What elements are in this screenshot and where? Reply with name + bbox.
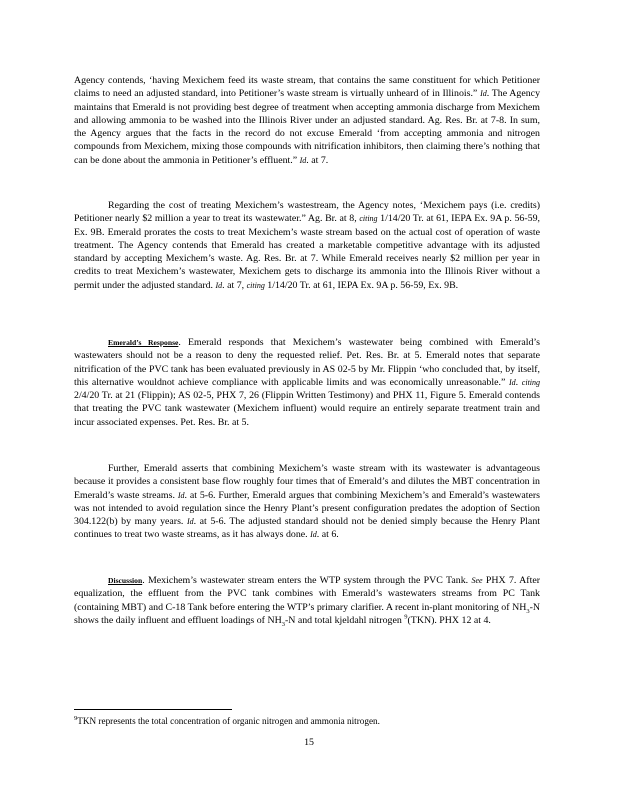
citation-id: Id [310,530,317,540]
citation-citing: citing [359,214,378,224]
footnote-reference: 9 [404,613,408,621]
text-run: . at 5-6. The adjusted standard should not be denied simply because the Henry Plant continues to treat two waste streams, as it has always done. [74,516,540,541]
citation-see: See [471,576,483,585]
paragraph-further-emerald-asserts [74,462,540,542]
text-run: . at 6. [316,529,339,541]
text-run: . The Agency maintains that Emerald is not providing best degree of treatment when accepting ammonia discharge from Mexichem and allowing ammonia to be washed into the Illinois River under an adjusted standard. Ag. Res. Br. at 7-8. In sum, the Agency argues that the facts in the record do not excuse Emerald ‘from accepting ammonia and nitrogen compounds from Mexichem, mixing those compounds with nitrification inhibitors, then claiming there’s nothing that can be done about the ammonia in Petitioner’s effluent.” [74,88,541,166]
text-run: (TKN). PHX 12 at 4. [407,614,491,626]
text-run: -N shows the daily influent and effluent loadings of NH [74,601,540,626]
text-run: Further, Emerald asserts that combining Mexichem’s waste stream with its wastewater is advantageous because it provides a consistent base flow roughly four times that of Emerald’s and dilutes the MBT concentration in Emerald’s waste streams. [74,463,540,501]
citation-citing: citing [246,280,265,290]
text-run: . [515,376,522,388]
citation-id: Id [480,89,487,99]
paragraph-discussion [74,574,540,627]
page-number: 15 [304,737,314,748]
text-run: 1/14/20 Tr. at 61, IEPA Ex. 9A p. 56-59, Ex. 9B. [264,279,459,291]
text-run: 1/14/20 Tr. at 61, IEPA Ex. 9A p. 56-59, Ex. 9B. Emerald prorates the costs to treat Mexichem’s waste stream based on the actual cost of operation of waste treatment. The Agency contends that Emerald has created a marketable competitive advantage with its adjusted standard by accepting Mexichem’s waste. Ag. Res. Br. at 7. While Emerald receives nearly $2 million per year in credits to treat Mexichem’s wastewater, Mexichem gets to discharge its ammonia into the Illinois River without a permit under the adjusted standard. [74,213,540,291]
text-run: . Emerald responds that Mexichem’s wastewater being combined with Emerald’s wastewaters should not be a reason to deny the requested relief. Pet. Res. Br. at 5. Emerald notes that separate nitrification of the PVC tank has been evaluated previously in AS 02-5 by Mr. Flippin ‘who concluded that, by itself, this alternative wouldnot achieve compliance with applicable limits and was economically unreasonable.” [74,337,540,388]
citation-citing: citing [521,377,541,387]
footnote-text: TKN represents the total concentration of organic nitrogen and ammonia nitrogen. [77,716,380,726]
text-run: . at 7. [306,154,329,166]
subscript: 3 [526,607,530,615]
text-run: . Mexichem’s wastewater stream enters the WTP system through the PVC Tank. [142,575,472,586]
paragraph-agency-contends [74,74,540,167]
text-run: Agency contends, ‘having Mexichem feed its waste stream, that contains the same constituent for which Petitioner claims to need an adjusted standard, into Petitioner’s waste stream is virtually unheard of in Illinois.” [74,75,540,100]
citation-id: Id [509,377,516,387]
text-run: PHX 7. After equalization, the effluent from the PVC tank combines with Emerald’s wastewaters streams from PC Tank (containing MBT) and C-18 Tank before entering the WTP’s primary clarifier. A recent in-plant monitoring of NH [74,575,540,613]
text-run: 2/4/20 Tr. at 21 (Flippin); AS 02-5, PHX 7, 26 (Flippin Written Testimony) and PHX 11, Figure 5. Emerald contends that treating the PVC tank wastewater (Mexichem influent) would require an entirely separate treatment train and incur associated expenses. Pet. Res. Br. at 5. [74,390,540,428]
text-run: -N and total kjeldahl nitrogen [284,614,405,626]
section-heading-emeralds-response: Emerald’s Response [108,338,179,347]
text-run: . at 7, [222,279,247,291]
citation-id: Id [215,280,223,290]
footnote [74,715,540,727]
citation-id: Id [177,490,185,500]
subscript: 3 [281,620,285,628]
text-run: . at 5-6. Further, Emerald argues that combining Mexichem’s and Emerald’s wastewaters was not intended to avoid regulation since the Henry Plant’s present configuration predates the adoption of Section 304.122(b) by many years. [74,489,541,528]
footnote-divider [74,709,232,710]
citation-id: Id [299,155,307,165]
paragraph-emeralds-response [74,336,540,429]
paragraph-cost-of-treating [74,199,540,292]
citation-id: Id [186,517,194,527]
section-heading-discussion: Discussion [108,576,143,585]
text-run: Regarding the cost of treating Mexichem’s wastestream, the Agency notes, ‘Mexichem pays (i.e. credits) Petitioner nearly $2 million a year to treat its wastewater.” Ag. Br. at 8, [74,200,540,225]
footnote-marker: 9 [74,714,78,722]
